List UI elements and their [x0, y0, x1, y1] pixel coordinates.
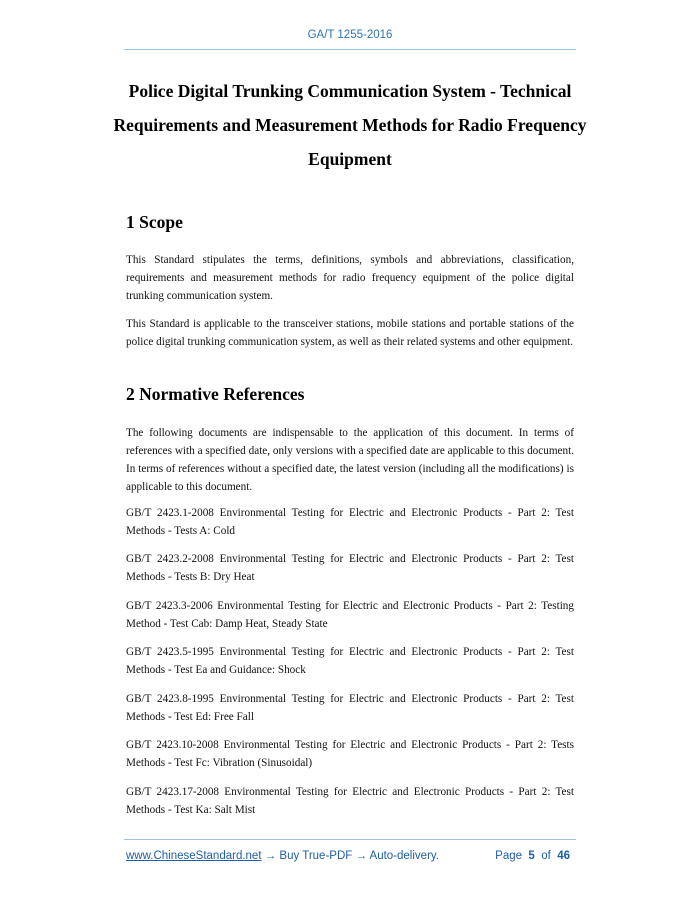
document-code-header: GA/T 1255-2016	[307, 29, 393, 41]
total-pages: 46	[557, 850, 570, 862]
scope-paragraph: This Standard stipulates the terms, definitions, symbols and abbreviations, classification, requirements and measurement methods for radio frequency equipment of the police digital trunking communication system.	[126, 254, 574, 302]
of-label: of	[541, 850, 551, 862]
page-indicator	[495, 850, 570, 862]
reference-item: GB/T 2423.3-2006 Environmental Testing for Electric and Electronic Products - Part 2: Testing Method - Test Cab: Damp Heat, Steady State	[126, 600, 574, 630]
page-label: Page	[495, 850, 523, 862]
reference-item: GB/T 2423.5-1995 Environmental Testing for Electric and Electronic Products - Part 2: Test Methods - Test Ea and Guidance: Shock	[126, 646, 574, 676]
current-page-number: 5	[528, 850, 535, 862]
reference-item: GB/T 2423.10-2008 Environmental Testing for Electric and Electronic Products - Part 2: Tests Methods - Test Fc: Vibration (Sinusoidal)	[126, 739, 574, 769]
section-heading-scope: 1 Scope	[126, 212, 183, 232]
footer-divider	[124, 839, 576, 840]
footer-promo-text: → Buy True-PDF → Auto-delivery.	[261, 850, 439, 862]
reference-item: GB/T 2423.17-2008 Environmental Testing for Electric and Electronic Products - Part 2: Test Methods - Test Ka: Salt Mist	[126, 786, 574, 816]
reference-item: GB/T 2423.8-1995 Environmental Testing for Electric and Electronic Products - Part 2: Test Methods - Test Ed: Free Fall	[126, 693, 574, 723]
footer	[126, 850, 574, 862]
references-intro-paragraph: The following documents are indispensable to the application of this document. In terms of references with a specified date, only versions with a specified date are applicable to this document. In terms of references without a specified date, the latest version (including all the modifications) is applicable to this document.	[126, 427, 574, 493]
reference-item: GB/T 2423.2-2008 Environmental Testing for Electric and Electronic Products - Part 2: Test Methods - Tests B: Dry Heat	[126, 553, 574, 583]
section-heading-normative-references: 2 Normative References	[126, 384, 305, 404]
reference-item: GB/T 2423.1-2008 Environmental Testing for Electric and Electronic Products - Part 2: Test Methods - Tests A: Cold	[126, 507, 574, 537]
chinesestandard-link[interactable]: www.ChineseStandard.net	[126, 850, 262, 862]
scope-paragraph: This Standard is applicable to the transceiver stations, mobile stations and portable stations of the police digital trunking communication system, as well as their related systems and other equipment.	[126, 318, 574, 348]
header-divider	[124, 49, 576, 50]
document-title: Police Digital Trunking Communication System - Technical Requirements and Measurement Methods for Radio Frequency Equipment	[113, 81, 587, 169]
